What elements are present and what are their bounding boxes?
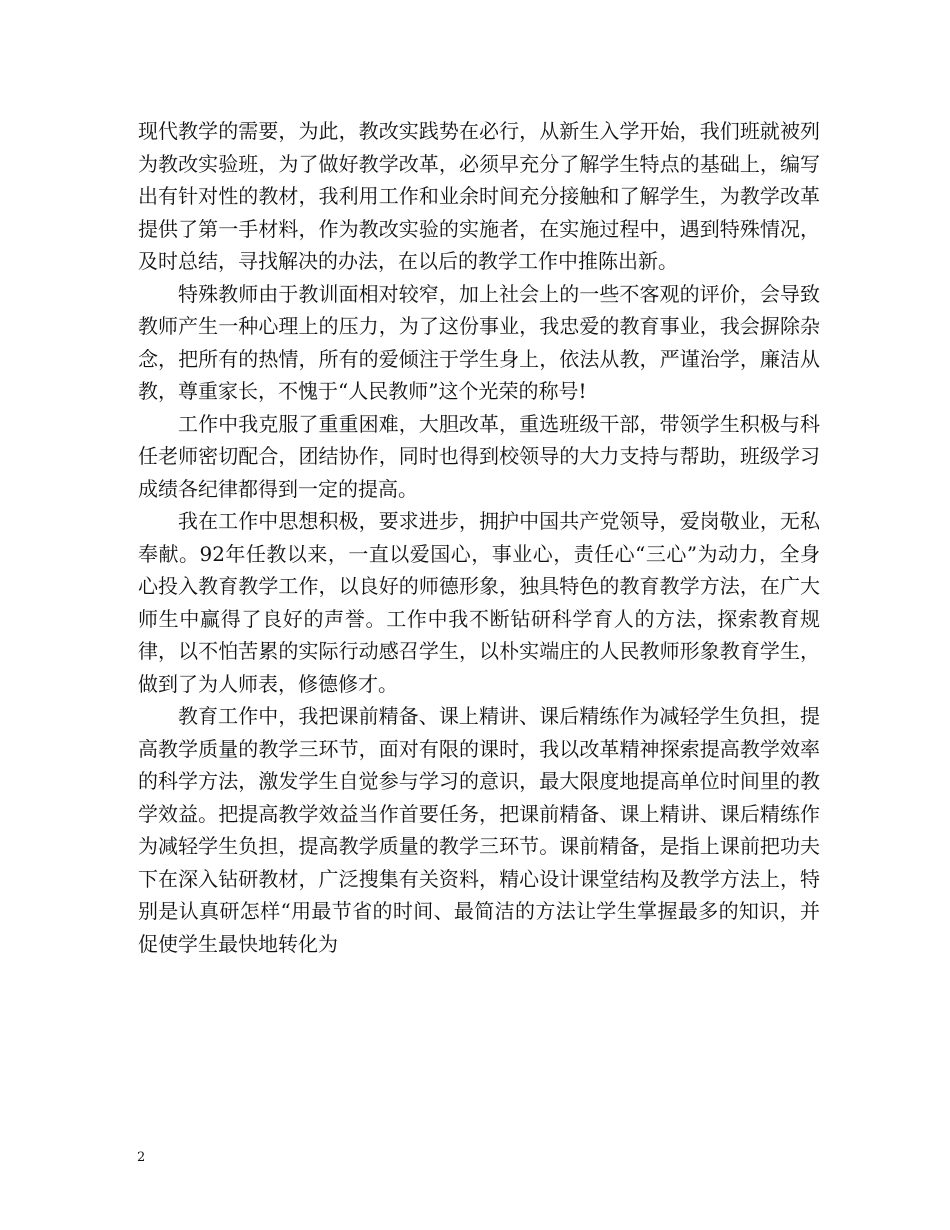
document-body [138,115,820,960]
paragraph-1: 现代教学的需要，为此，教改实践势在必行，从新生入学开始，我们班就被列为教改实验班，为了做好教学改革，必须早充分了解学生特点的基础上，编写出有针对性的教材，我利用工作和业余时间充分接触和了解学生，为教学改革提供了第一手材料，作为教改实验的实施者，在实施过程中，遇到特殊情况，及时总结，寻找解决的办法，在以后的教学工作中推陈出新。 [138,119,820,273]
paragraph-4: 我在工作中思想积极，要求进步，拥护中国共产党领导，爱岗敬业，无私奉献。92年任教以来，一直以爱国心，事业心，责任心“三心”为动力，全身心投入教育教学工作，以良好的师德形象，独具特色的教育教学方法，在广大师生中赢得了良好的声誉。工作中我不断钻研科学育人的方法，探索教育规律，以不怕苦累的实际行动感召学生，以朴实端庄的人民教师形象教育学生，做到了为人师表，修德修才。 [138,509,820,696]
paragraph-2: 特殊教师由于教训面相对较窄，加上社会上的一些不客观的评价，会导致教师产生一种心理上的压力，为了这份事业，我忠爱的教育事业，我会摒除杂念，把所有的热情，所有的爱倾注于学生身上，依法从教，严谨治学，廉洁从教，尊重家长，不愧于“人民教师”这个光荣的称号! [138,281,820,403]
page-number: 2 [137,1150,146,1165]
paragraph-3: 工作中我克服了重重困难，大胆改革，重选班级干部，带领学生积极与科任老师密切配合，团结协作，同时也得到校领导的大力支持与帮助，班级学习成绩各纪律都得到一定的提高。 [138,411,820,501]
paragraph-5: 教育工作中，我把课前精备、课上精讲、课后精练作为减轻学生负担，提高教学质量的教学三环节，面对有限的课时，我以改革精神探索提高教学效率的科学方法，激发学生自觉参与学习的意识，最大限度地提高单位时间里的教学效益。把提高教学效益当作首要任务，把课前精备、课上精讲、课后精练作为减轻学生负担，提高教学质量的教学三环节。课前精备，是指上课前把功夫下在深入钻研教材，广泛搜集有关资料，精心设计课堂结构及教学方法上，特别是认真研怎样“用最节省的时间、最简洁的方法让学生掌握最多的知识，并促使学生最快地转化为 [138,704,820,956]
